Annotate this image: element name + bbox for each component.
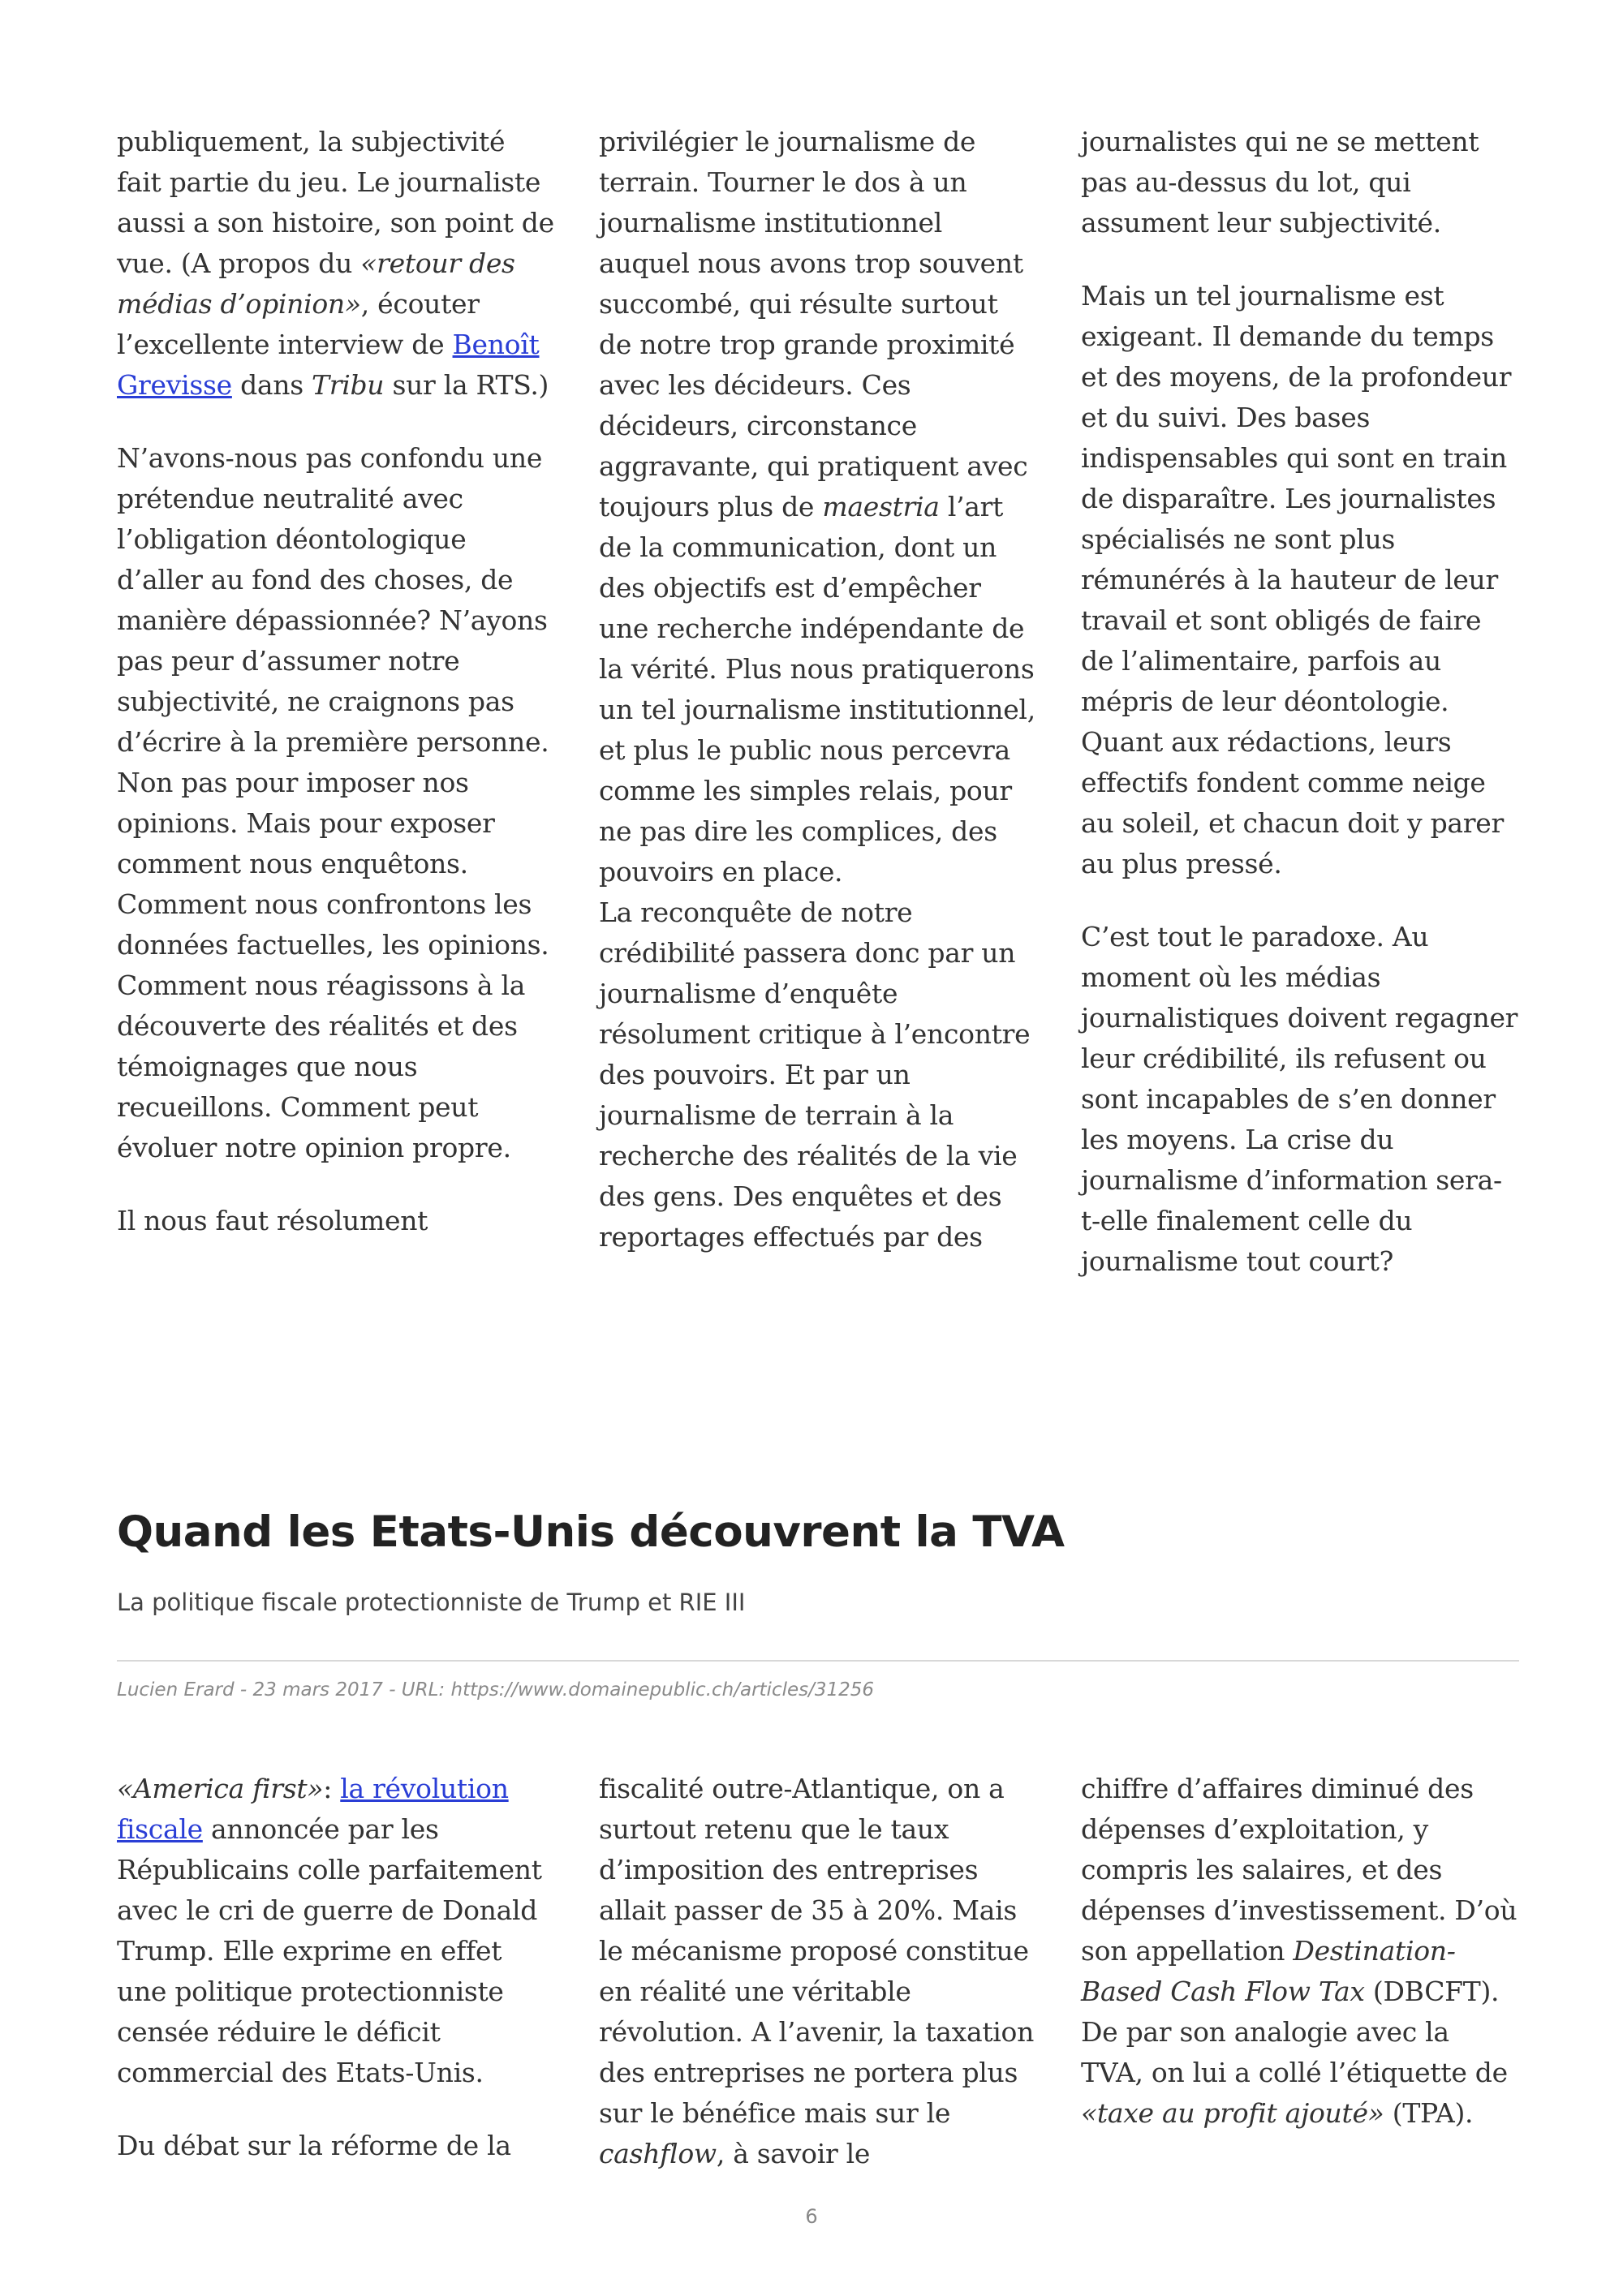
paragraph: Mais un tel journalisme est exigeant. Il demande du temps et des moyens, de la profondeur et du suivi. Des bases indispensables qui sont en train de disparaître. Les journalistes spécialisés ne sont plus rémunérés à la hauteur de leur travail et sont obligés de faire de l’alimentaire, parfois au mépris de leur déontologie. Quant aux rédactions, leurs effectifs fondent comme neige au soleil, et chacun doit y parer au plus pressé. [1081,280,1512,879]
article-columns [117,1769,1519,2174]
article-title: Quand les Etats-Unis découvrent la TVA [117,1507,1065,1557]
paragraph: N’avons-nous pas confondu une prétendue neutralité avec l’obligation déontologique d’aller au fond des choses, de manière dépassionnée? N’ayons pas peur d’assumer notre subjectivité, ne craignons pas d’écrire à la première personne. Non pas pour imposer nos opinions. Mais pour exposer comment nous enquêtons. Comment nous confrontons les données factuelles, les opinions. Comment nous réagissons à la découverte des réalités et des témoignages que nous recueillons. Comment peut évoluer notre opinion propre. [117,442,549,1163]
column-2 [599,1769,1037,2174]
top-article-columns [117,122,1519,1282]
paragraph: publiquement, la subjectivité fait partie du jeu. Le journaliste aussi a son histoire, son point de vue. (A propos du «retour des médias d’opinion», écouter l’excellente interview de Benoît Grevisse dans Tribu sur la RTS.) [117,126,554,401]
paragraph: fiscalité outre-Atlantique, on a surtout retenu que le taux d’imposition des entreprises allait passer de 35 à 20%. Mais le mécanisme proposé constitue en réalité une véritable révolution. A l’avenir, la taxation des entreprises ne portera plus sur le bénéfice mais sur le cashflow, à savoir le [599,1773,1035,2169]
paragraph: C’est tout le paradoxe. Au moment où les médias journalistiques doivent regagner leur crédibilité, ils refusent ou sont incapables de s’en donner les moyens. La crise du journalisme d’information sera-t-elle finalement celle du journalisme tout court? [1081,921,1518,1277]
divider [117,1660,1519,1662]
paragraph: journalistes qui ne se mettent pas au-dessus du lot, qui assument leur subjectivité. [1081,126,1479,239]
paragraph: chiffre d’affaires diminué des dépenses d’exploitation, y compris les salaires, et des dépenses d’investissement. D’où son appellation Destination-Based Cash Flow Tax (DBCFT). De par son analogie avec la TVA, on lui a collé l’étiquette de «taxe au profit ajouté» (TPA). [1081,1773,1518,2129]
article-subtitle: La politique fiscale protectionniste de Trump et RIE III [117,1589,746,1616]
paragraph: Il nous faut résolument [117,1205,428,1236]
column-3 [1081,122,1519,1282]
column-2 [599,122,1037,1282]
column-1 [117,122,555,1282]
paragraph: La reconquête de notre crédibilité passera donc par un journalisme d’enquête résolument critique à l’encontre des pouvoirs. Et par un journalisme de terrain à la recherche des réalités de la vie des gens. Des enquêtes et des reportages effectués par des [599,896,1031,1253]
link-revolution-fiscale[interactable]: la révolution fiscale [117,1773,509,1845]
article-meta: Lucien Erard - 23 mars 2017 - URL: https://www.domainepublic.ch/articles/31256 [117,1679,875,1701]
column-3 [1081,1769,1519,2174]
link-benoit-grevisse[interactable]: Benoît Grevisse [117,329,540,401]
paragraph: «America first»: la révolution fiscale annoncée par les Républicains colle parfaitement avec le cri de guerre de Donald Trump. Elle exprime en effet une politique protectionniste censée réduire le déficit commercial des Etats-Unis. [117,1773,542,2088]
paragraph: Du débat sur la réforme de la [117,2130,511,2161]
paragraph: privilégier le journalisme de terrain. Tourner le dos à un journalisme institutionnel auquel nous avons trop souvent succombé, qui résulte surtout de notre trop grande proximité avec les décideurs. Ces décideurs, circonstance aggravante, qui pratiquent avec toujours plus de maestria l’art de la communication, dont un des objectifs est d’empêcher une recherche indépendante de la vérité. Plus nous pratiquerons un tel journalisme institutionnel, et plus le public nous percevra comme les simples relais, pour ne pas dire les complices, des pouvoirs en place. [599,126,1035,888]
page-number: 6 [805,2205,818,2228]
column-1 [117,1769,555,2174]
